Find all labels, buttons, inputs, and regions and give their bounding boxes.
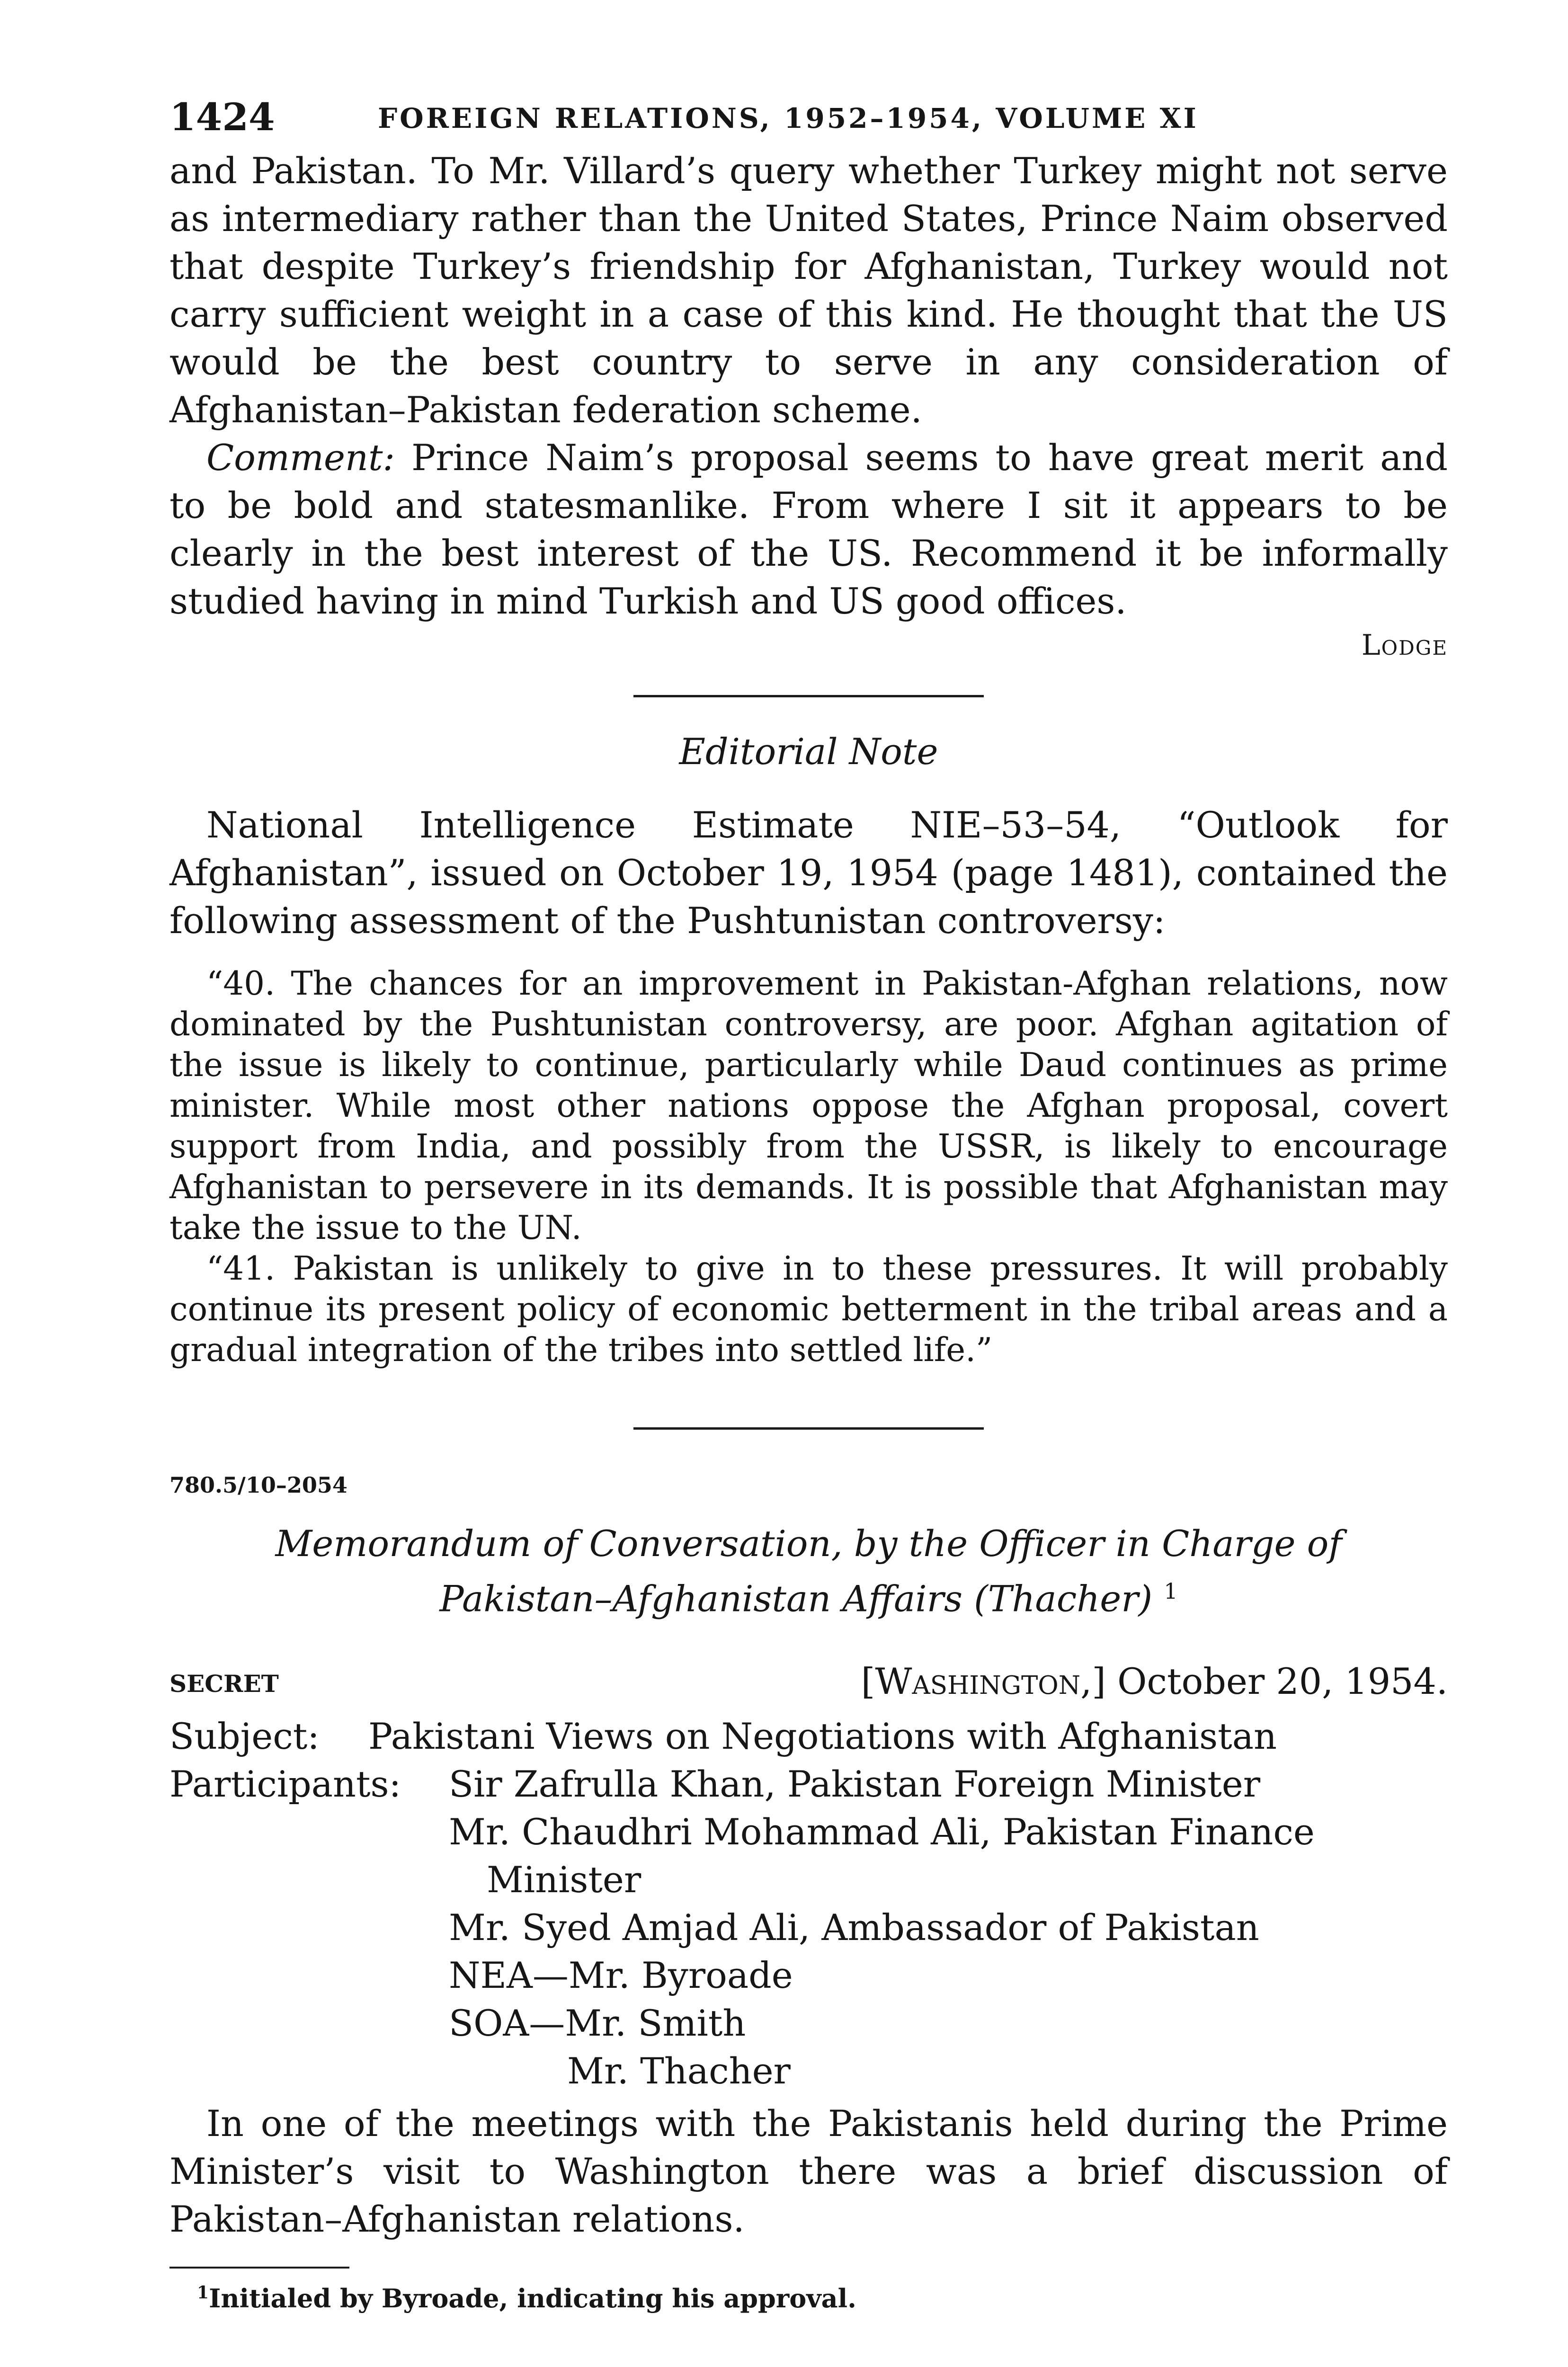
footnote-divider	[169, 2267, 349, 2269]
running-header	[169, 90, 1448, 147]
classification: SECRET	[169, 1670, 279, 1698]
continued-paragraph: and Pakistan. To Mr. Villard’s query whether Turkey might not serve as intermediary rather than the United States, Prince Naim observed that despite Turkey’s friendship for Afghanistan, Turkey would not carry sufficient weight in a case of this kind. He thought that the US would be the best country to serve in any consideration of Afghanistan–Pakistan federation scheme.	[169, 150, 1448, 431]
participant: Sir Zafrulla Khan, Pakistan Foreign Minister	[449, 1763, 1261, 1806]
footnote	[169, 2283, 1448, 2314]
subject-label: Subject:	[169, 1715, 320, 1758]
comment-label: Comment:	[206, 436, 395, 479]
participants-row	[169, 1760, 1448, 2095]
participants-list	[449, 1760, 1448, 2095]
memo-title	[222, 1520, 1396, 1622]
participant: NEA—Mr. Byroade	[449, 1954, 793, 1997]
participant-continued: Minister	[487, 1859, 641, 1901]
place-date: [Washington,] October 20, 1954.	[861, 1660, 1448, 1703]
place: Washington,	[875, 1660, 1092, 1703]
comment-text: Prince Naim’s proposal seems to have great merit and to be bold and statesmanlike. From where I sit it appears to be clearly in the best interest of the US. Recommend it be informally studied having in mind Turkish and US good offices.	[169, 436, 1448, 622]
section-divider	[633, 695, 984, 697]
footnote-marker: 1	[197, 2283, 209, 2303]
nie-quote-paragraph-41: “41. Pakistan is unlikely to give in to these pressures. It will probably continue its present policy of economic betterment in the tribal areas and a gradual integration of the tribes into settled life.”	[169, 1250, 1448, 1369]
memo-title-text: Memorandum of Conversation, by the Officer in Charge of Pakistan–Afghanistan Affairs (Thacher)	[275, 1522, 1342, 1620]
memo-footnote-marker: 1	[1164, 1578, 1178, 1604]
participant: SOA—Mr. Smith	[449, 2002, 746, 2045]
editorial-note-title: Editorial Note	[679, 730, 938, 773]
section-divider	[633, 1427, 984, 1430]
signature-lodge: Lodge	[1361, 629, 1448, 662]
participant: Mr. Thacher	[567, 2050, 791, 2092]
nie-quote-paragraph-40: “40. The chances for an improvement in Pakistan-Afghan relations, now dominated by the Pushtunistan controversy, are poor. Afghan agitation of the issue is likely to continue, particularly while Daud continues as prime minister. While most other nations oppose the Afghan proposal, covert support from India, and possibly from the USSR, is likely to encourage Afghanistan to persevere in its demands. It is possible that Afghanistan may take the issue to the UN.	[169, 965, 1448, 1247]
comment-paragraph	[169, 434, 1448, 625]
participant: Mr. Syed Amjad Ali, Ambassador of Pakistan	[449, 1906, 1259, 1949]
participant: Mr. Chaudhri Mohammad Ali, Pakistan Finance	[449, 1811, 1315, 1853]
memo-body-paragraph: In one of the meetings with the Pakistanis held during the Prime Minister’s visit to Washington there was a brief discussion of Pakistan–Afghanistan relations.	[169, 2102, 1448, 2241]
file-number: 780.5/10–2054	[169, 1472, 347, 1498]
date: October 20, 1954.	[1105, 1660, 1448, 1703]
subject-row	[169, 1712, 1448, 1760]
footnote-text: Initialed by Byroade, indicating his approval.	[209, 2283, 856, 2314]
participants-label: Participants:	[169, 1763, 401, 1806]
running-title: FOREIGN RELATIONS, 1952–1954, VOLUME XI	[378, 102, 1199, 134]
editorial-note-intro: National Intelligence Estimate NIE–53–54, “Outlook for Afghanistan”, issued on October 19, 1954 (page 1481), contained the following assessment of the Pushtunistan controversy:	[169, 804, 1448, 942]
classification-date-line	[169, 1660, 1448, 1712]
document-page	[169, 90, 1448, 2314]
subject-value: Pakistani Views on Negotiations with Afghanistan	[368, 1715, 1277, 1758]
page-number: 1424	[169, 95, 275, 139]
